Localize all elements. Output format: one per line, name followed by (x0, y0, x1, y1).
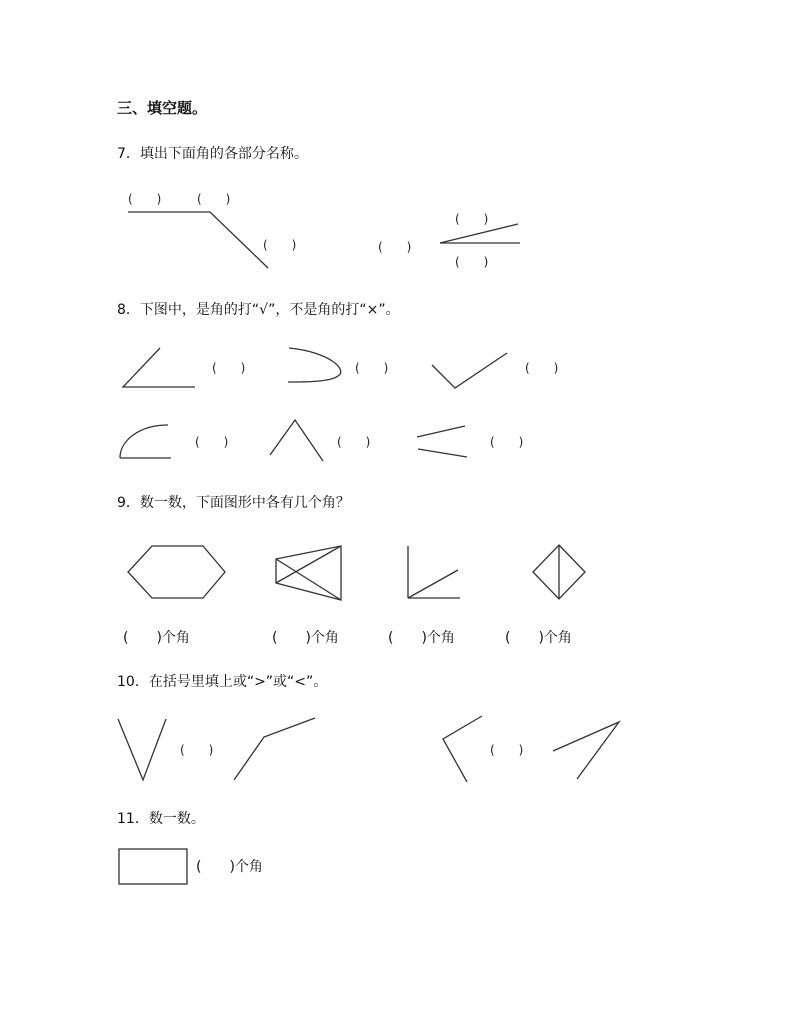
q9-count-1[interactable]: ( )个角 (123, 630, 190, 646)
question-10-text: 10．在括号里填上或“>”或“<”。 (117, 674, 328, 690)
q9-count-3[interactable]: ( )个角 (388, 630, 455, 646)
q7-blank-6[interactable]: ( ) (455, 255, 489, 269)
question-8-text: 8．下图中，是角的打“√”，不是角的打“×”。 (117, 302, 400, 318)
q8-blank-5[interactable]: ( ) (337, 435, 371, 449)
q9-count-4[interactable]: ( )个角 (505, 630, 572, 646)
q7-blank-1[interactable]: ( ) (128, 192, 162, 206)
q7-blank-3[interactable]: ( ) (263, 238, 297, 252)
q10-blank-2[interactable]: ( ) (490, 743, 524, 757)
q8-blank-1[interactable]: ( ) (212, 361, 246, 375)
question-11-text: 11．数一数。 (117, 811, 205, 827)
q7-blank-4[interactable]: ( ) (378, 240, 412, 254)
q9-count-2[interactable]: ( )个角 (272, 630, 339, 646)
q8-blank-2[interactable]: ( ) (355, 361, 389, 375)
q10-blank-1[interactable]: ( ) (180, 743, 214, 757)
question-7-text: 7．填出下面角的各部分名称。 (117, 146, 308, 162)
q8-blank-6[interactable]: ( ) (490, 435, 524, 449)
section-title: 三、填空题。 (117, 99, 208, 117)
q7-blank-2[interactable]: ( ) (197, 192, 231, 206)
q7-blank-5[interactable]: ( ) (455, 212, 489, 226)
question-9-text: 9．数一数，下面图形中各有几个角？ (117, 495, 350, 511)
q11-count[interactable]: ( )个角 (196, 859, 263, 875)
q8-blank-4[interactable]: ( ) (195, 435, 229, 449)
q8-blank-3[interactable]: ( ) (525, 361, 559, 375)
